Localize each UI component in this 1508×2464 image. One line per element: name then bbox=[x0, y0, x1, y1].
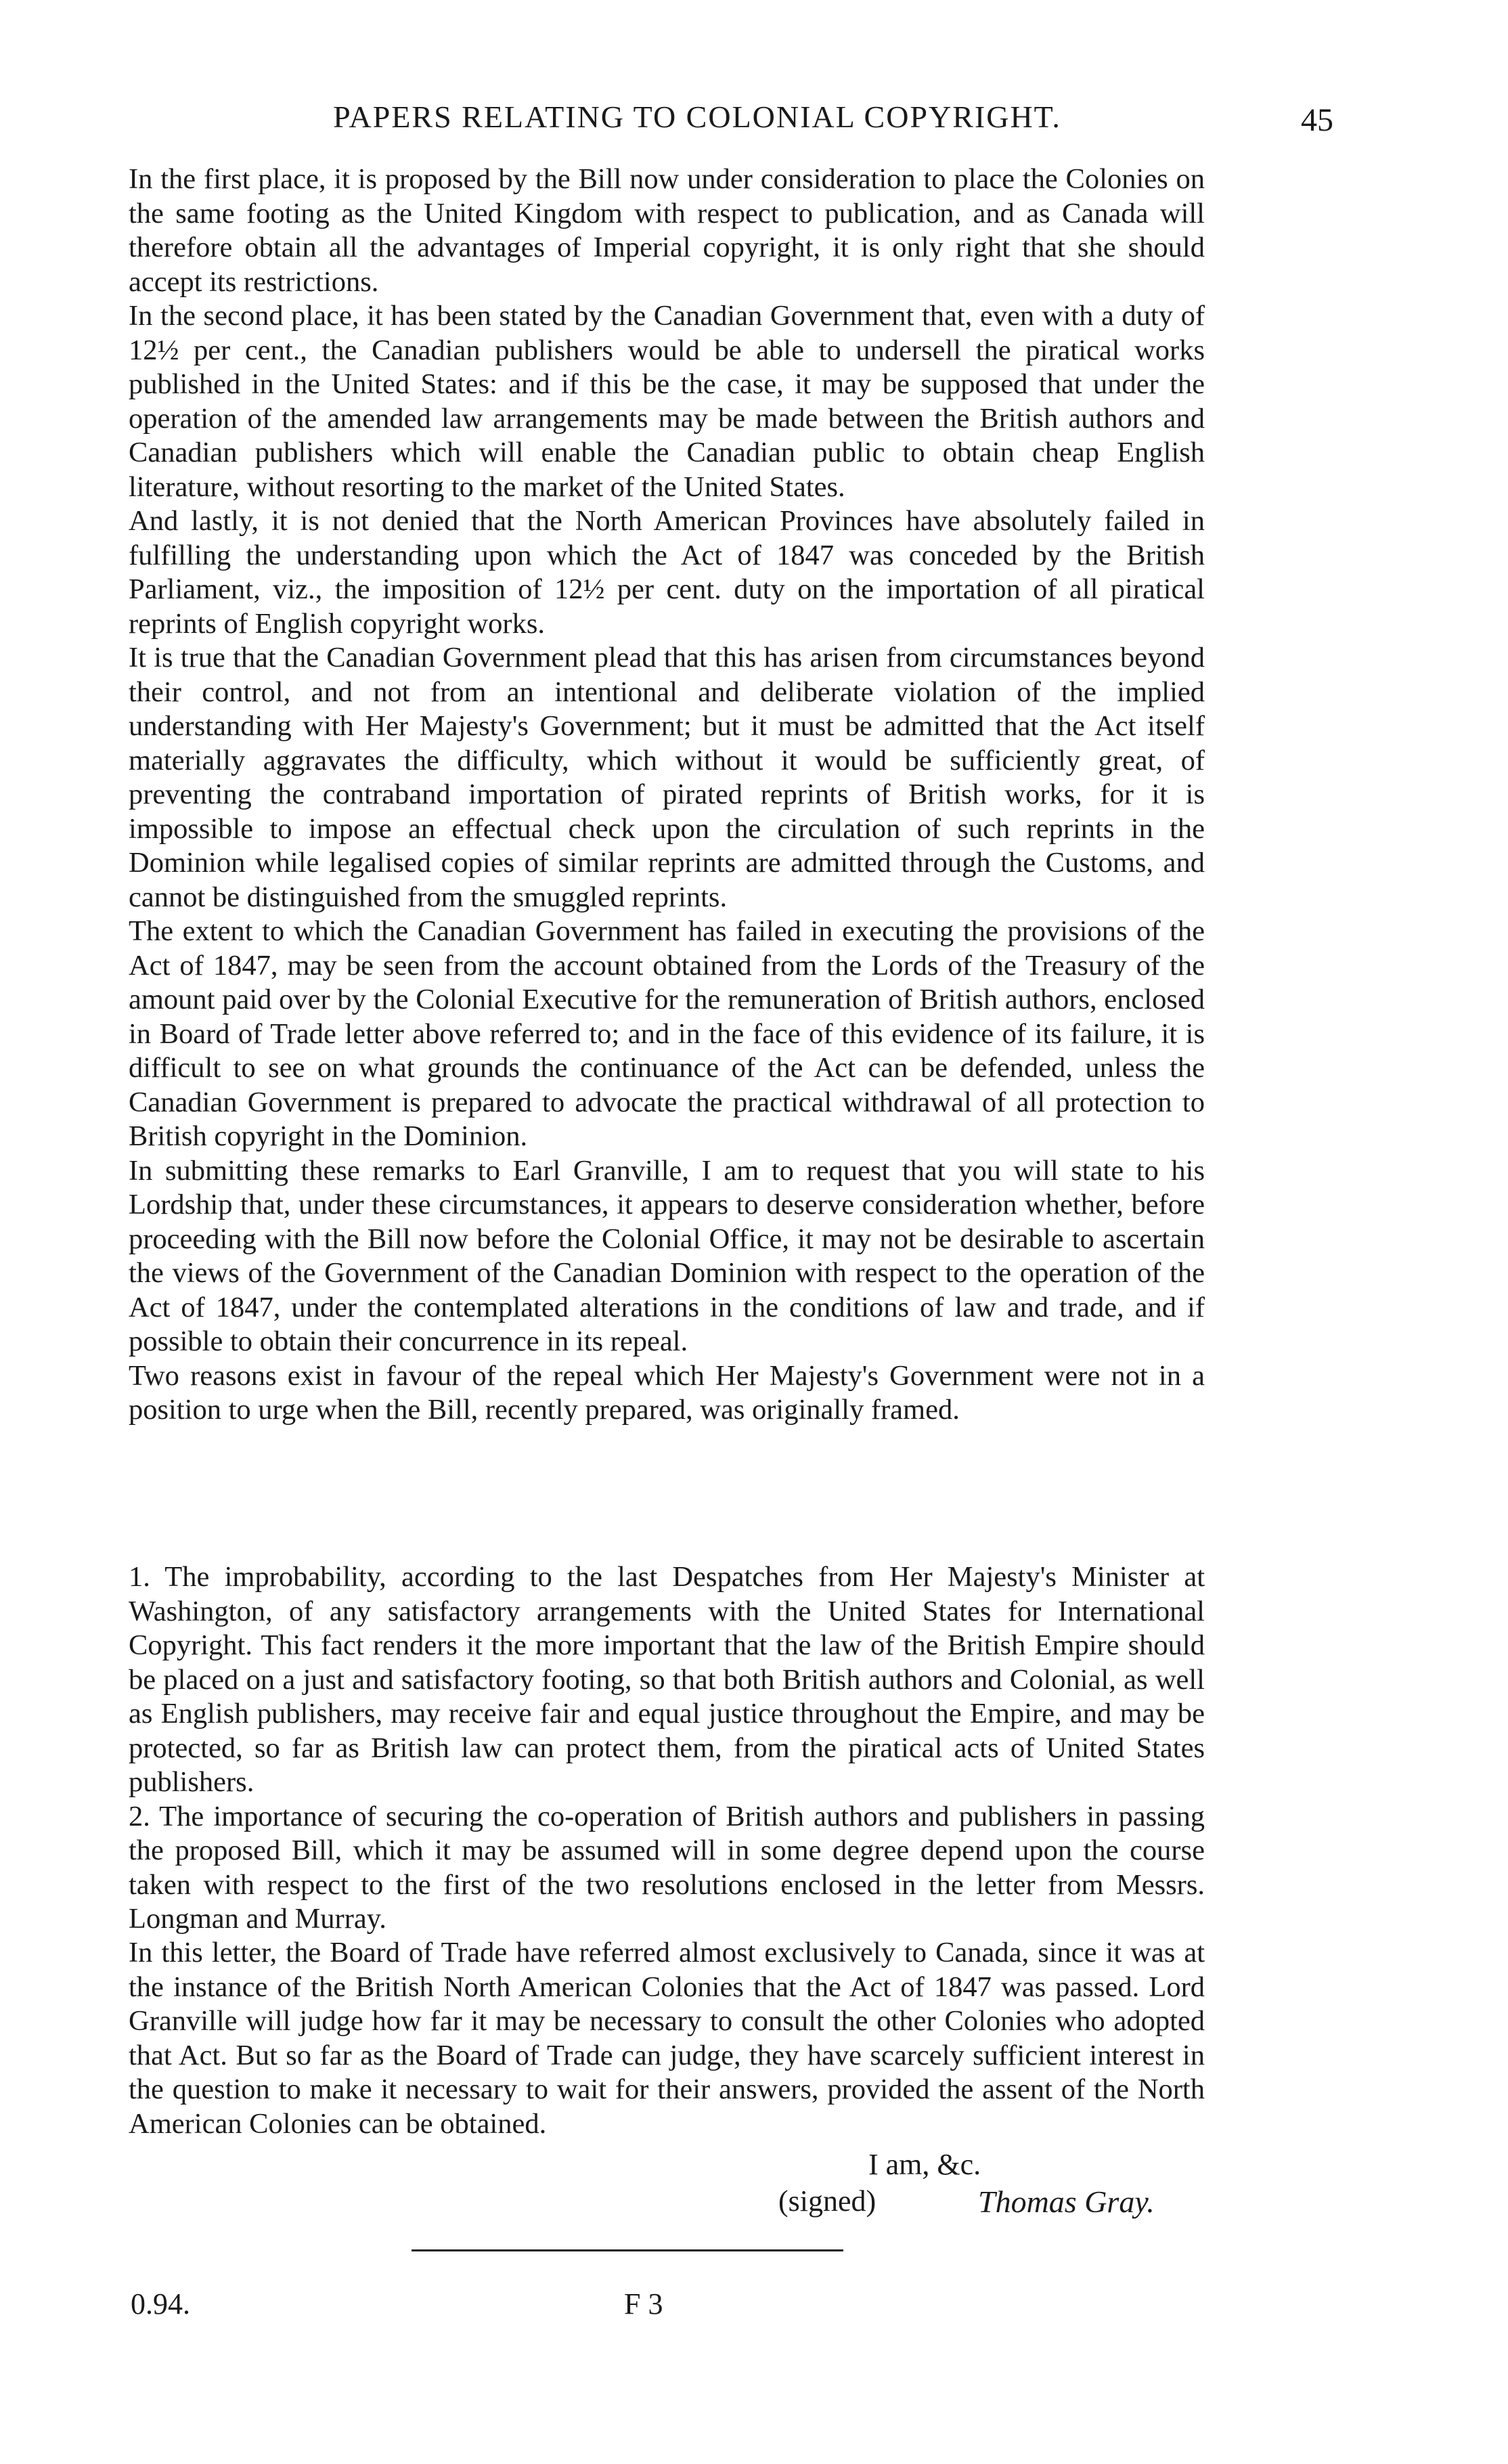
closing-paragraph: In this letter, the Board of Trade have referred almost exclusively to Canada, since it was at the instance of the British North American Colonies that the Act of 1847 was passed. Lord Granville will judge how far it may be necessary to consult the other Colonies who adopted that Act. But so far as the Board of Trade can judge, they have scarcely sufficient interest in the question to make it necessary to wait for their answers, provided the assent of the North American Colonies can be obtained. bbox=[129, 1937, 1205, 2140]
paragraph: In submitting these remarks to Earl Granville, I am to request that you will state to his Lordship that, under these circumstances, it appears to deserve consideration whether, before proceeding with the Bill now before the Colonial Office, it may not be desirable to ascertain the views of the Government of the Canadian Dominion with respect to the operation of the Act of 1847, under the contemplated alterations in the conditions of law and trade, and if possible to obtain their concurrence in its repeal. bbox=[129, 1154, 1205, 1357]
page-number: 45 bbox=[1301, 102, 1333, 138]
paragraph: In the first place, it is proposed by the Bill now under consideration to place the Colonies on the same footing as the United Kingdom with respect to publication, and as Canada will therefore obtain all the advantages of Imperial copyright, it is only right that she should accept its restrictions. bbox=[129, 163, 1205, 298]
closing-paragraph-block bbox=[129, 1936, 1205, 2141]
paragraph: Two reasons exist in favour of the repeal which Her Majesty's Government were not in a position to urge when the Bill, recently prepared, was originally framed. bbox=[129, 1359, 1205, 1426]
body-text bbox=[129, 162, 1205, 1428]
signatory-name: Thomas Gray. bbox=[978, 2184, 1155, 2219]
signed-label: (signed) bbox=[778, 2184, 877, 2218]
reason-item: 2. The importance of securing the co-operation of British authors and publishers in passing the proposed Bill, which it may be assumed will in some degree depend upon the course taken with respect to the first of the two resolutions enclosed in the letter from Messrs. Longman and Murray. bbox=[129, 1800, 1205, 1935]
paragraph: It is true that the Canadian Government plead that this has arisen from circumstances beyond their control, and not from an intentional and deliberate violation of the implied understanding with Her Majesty's Government; but it must be admitted that the Act itself materially aggravates the difficulty, which without it would be sufficiently great, of preventing the contraband importation of pirated reprints of British works, for it is impossible to impose an effectual check upon the circulation of such reprints in the Dominion while legalised copies of similar reprints are admitted through the Customs, and cannot be distinguished from the smuggled reprints. bbox=[129, 642, 1205, 913]
paragraph: The extent to which the Canadian Government has failed in executing the provisions of the Act of 1847, may be seen from the account obtained from the Lords of the Treasury of the amount paid over by the Colonial Executive for the remuneration of British authors, enclosed in Board of Trade letter above referred to; and in the face of this evidence of its failure, it is difficult to see on what grounds the continuance of the Act can be defended, unless the Canadian Government is prepared to advocate the practical withdrawal of all protection to British copyright in the Dominion. bbox=[129, 915, 1205, 1152]
running-head: PAPERS RELATING TO COLONIAL COPYRIGHT. bbox=[333, 100, 1061, 134]
footer-reference: 0.94. bbox=[131, 2287, 190, 2320]
footer-rule bbox=[412, 2249, 843, 2251]
printer-signature-mark: F 3 bbox=[624, 2287, 663, 2320]
reason-item: 1. The improbability, according to the last Despatches from Her Majesty's Minister at Washington, of any satisfactory arrangements with the United States for International Copyright. This fact renders it the more important that the law of the British Empire should be placed on a just and satisfactory footing, so that both British authors and Colonial, as well as English publishers, may receive fair and equal justice throughout the Empire, and may be protected, so far as British law can protect them, from the piratical acts of United States publishers. bbox=[129, 1561, 1205, 1798]
enumerated-reasons bbox=[129, 1560, 1205, 1937]
paragraph: And lastly, it is not denied that the North American Provinces have absolutely failed in fulfilling the understanding upon which the Act of 1847 was conceded by the British Parliament, viz., the imposition of 12½ per cent. duty on the importation of all piratical reprints of English copyright works. bbox=[129, 505, 1205, 640]
signoff-closing: I am, &c. bbox=[868, 2148, 981, 2181]
paragraph: In the second place, it has been stated by the Canadian Government that, even with a duty of 12½ per cent., the Canadian publishers would be able to undersell the piratical works published in the United States: and if this be the case, it may be supposed that under the operation of the amended law arrangements may be made between the British authors and Canadian publishers which will enable the Canadian public to obtain cheap English literature, without resorting to the market of the United States. bbox=[129, 300, 1205, 503]
